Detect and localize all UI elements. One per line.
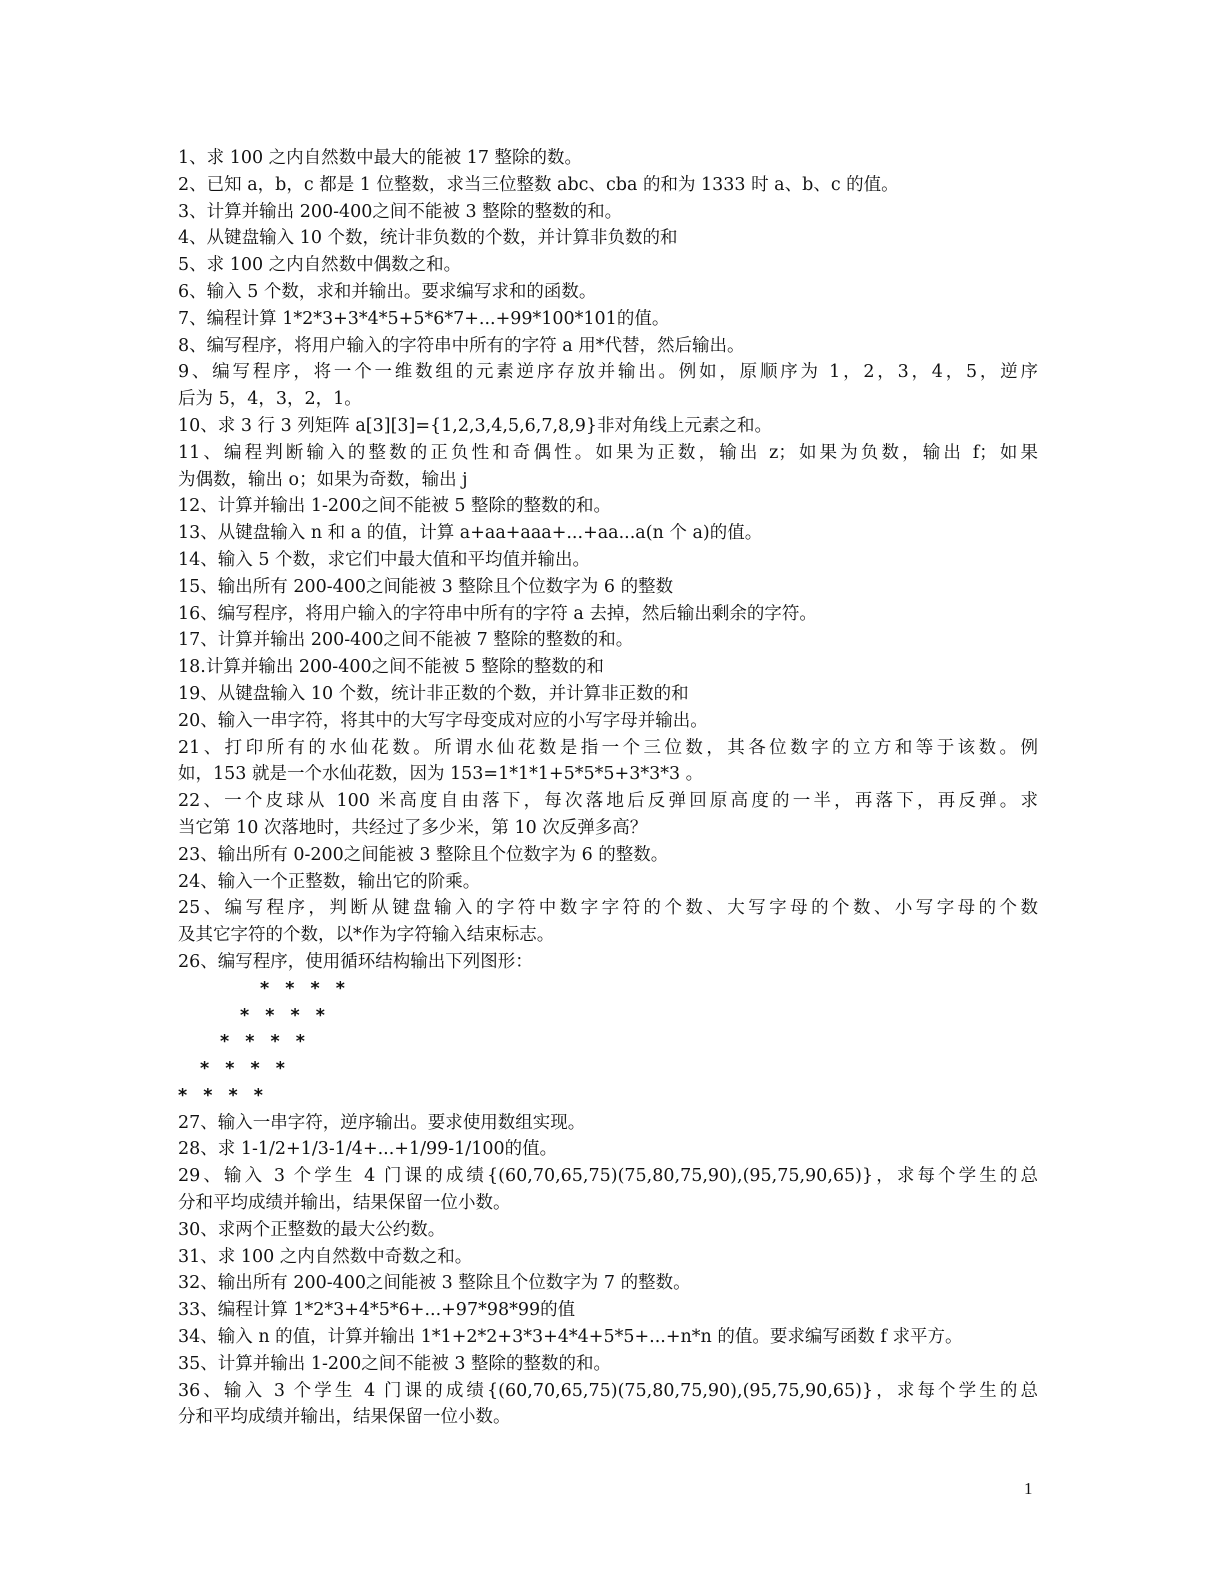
exercise-line: 25、编写程序，判断从键盘输入的字符中数字字符的个数、大写字母的个数、小写字母的个数 [178, 898, 1038, 919]
exercise-line: 34、输入 n 的值，计算并输出 1*1+2*2+3*3+4*4+5*5+...+n*n 的值。要求编写函数 f 求平方。 [178, 1327, 963, 1348]
exercise-line: 33、编程计算 1*2*3+4*5*6+...+97*98*99的值 [178, 1300, 576, 1321]
exercise-line: 26、编写程序，使用循环结构输出下列图形： [178, 951, 533, 972]
exercise-line: 16、编写程序，将用户输入的字符串中所有的字符 a 去掉，然后输出剩余的字符。 [178, 603, 817, 624]
exercise-line: 7、编程计算 1*2*3+3*4*5+5*6*7+...+99*100*101的值。 [178, 308, 670, 329]
exercise-line: 20、输入一串字符，将其中的大写字母变成对应的小写字母并输出。 [178, 710, 708, 731]
asterisk-pattern-row: * * * * [178, 1085, 268, 1106]
exercise-line: 15、输出所有 200-400之间能被 3 整除且个位数字为 6 的整数 [178, 576, 674, 597]
exercise-line: 28、求 1-1/2+1/3-1/4+...+1/99-1/100的值。 [178, 1139, 558, 1160]
exercise-line: 27、输入一串字符，逆序输出。要求使用数组实现。 [178, 1112, 586, 1133]
exercise-line: 6、输入 5 个数，求和并输出。要求编写求和的函数。 [178, 281, 597, 302]
exercise-line: 5、求 100 之内自然数中偶数之和。 [178, 255, 462, 276]
exercise-line: 35、计算并输出 1-200之间不能被 3 整除的整数的和。 [178, 1353, 612, 1374]
exercise-line: 10、求 3 行 3 列矩阵 a[3][3]={1,2,3,4,5,6,7,8,9}非对角线上元素之和。 [178, 415, 772, 436]
exercise-line: 22、一个皮球从 100 米高度自由落下，每次落地后反弹回原高度的一半，再落下，再反弹。求 [178, 791, 1038, 812]
exercise-line: 8、编写程序，将用户输入的字符串中所有的字符 a 用*代替，然后输出。 [178, 335, 745, 356]
exercise-line: 9、编写程序，将一个一维数组的元素逆序存放并输出。例如，原顺序为 1，2，3，4，5，逆序 [178, 362, 1038, 383]
exercise-line: 分和平均成绩并输出，结果保留一位小数。 [178, 1193, 511, 1214]
exercise-line: 如，153 就是一个水仙花数，因为 153=1*1*1+5*5*5+3*3*3 。 [178, 764, 704, 785]
exercise-line: 11、编程判断输入的整数的正负性和奇偶性。如果为正数，输出 z；如果为负数，输出 f；如果 [178, 442, 1038, 463]
exercise-line: 后为 5，4，3，2，1。 [178, 389, 362, 410]
page-number: 1 [1024, 1479, 1033, 1498]
exercise-line: 及其它字符的个数，以*作为字符输入结束标志。 [178, 925, 555, 946]
asterisk-pattern-row: * * * * [240, 1005, 330, 1026]
exercise-line: 23、输出所有 0-200之间能被 3 整除且个位数字为 6 的整数。 [178, 844, 669, 865]
exercise-line: 19、从键盘输入 10 个数，统计非正数的个数，并计算非正数的和 [178, 683, 689, 704]
exercise-line: 2、已知 a，b，c 都是 1 位整数，求当三位整数 abc、cba 的和为 1333 时 a、b、c 的值。 [178, 174, 899, 195]
exercise-line: 14、输入 5 个数，求它们中最大值和平均值并输出。 [178, 549, 591, 570]
exercise-line: 32、输出所有 200-400之间能被 3 整除且个位数字为 7 的整数。 [178, 1273, 691, 1294]
exercise-line: 30、求两个正整数的最大公约数。 [178, 1219, 446, 1240]
exercise-line: 31、求 100 之内自然数中奇数之和。 [178, 1246, 473, 1267]
exercise-line: 17、计算并输出 200-400之间不能被 7 整除的整数的和。 [178, 630, 634, 651]
asterisk-pattern-row: * * * * [200, 1059, 290, 1080]
exercise-line: 4、从键盘输入 10 个数，统计非负数的个数，并计算非负数的和 [178, 228, 678, 249]
exercise-line: 18.计算并输出 200-400之间不能被 5 整除的整数的和 [178, 657, 604, 678]
exercise-line: 1、求 100 之内自然数中最大的能被 17 整除的数。 [178, 148, 583, 168]
exercise-list [178, 145, 1038, 1431]
exercise-line: 3、计算并输出 200-400之间不能被 3 整除的整数的和。 [178, 201, 623, 222]
asterisk-pattern-row: * * * * [260, 978, 350, 999]
exercise-line: 13、从键盘输入 n 和 a 的值，计算 a+aa+aaa+...+aa...a(n 个 a)的值。 [178, 523, 763, 544]
exercise-line: 24、输入一个正整数，输出它的阶乘。 [178, 871, 481, 892]
exercise-line: 当它第 10 次落地时，共经过了多少米，第 10 次反弹多高？ [178, 817, 648, 838]
exercise-line: 29、输入 3 个学生 4 门课的成绩{(60,70,65,75)(75,80,75,90),(95,75,90,65)}，求每个学生的总 [178, 1166, 1038, 1187]
exercise-line: 为偶数，输出 o；如果为奇数，输出 j [178, 469, 468, 490]
asterisk-pattern-row: * * * * [220, 1032, 310, 1053]
exercise-line: 12、计算并输出 1-200之间不能被 5 整除的整数的和。 [178, 496, 612, 517]
exercise-line: 分和平均成绩并输出，结果保留一位小数。 [178, 1407, 511, 1428]
exercise-line: 21、打印所有的水仙花数。所谓水仙花数是指一个三位数，其各位数字的立方和等于该数。例 [178, 737, 1038, 758]
exercise-line: 36、输入 3 个学生 4 门课的成绩{(60,70,65,75)(75,80,75,90),(95,75,90,65)}，求每个学生的总 [178, 1380, 1038, 1401]
